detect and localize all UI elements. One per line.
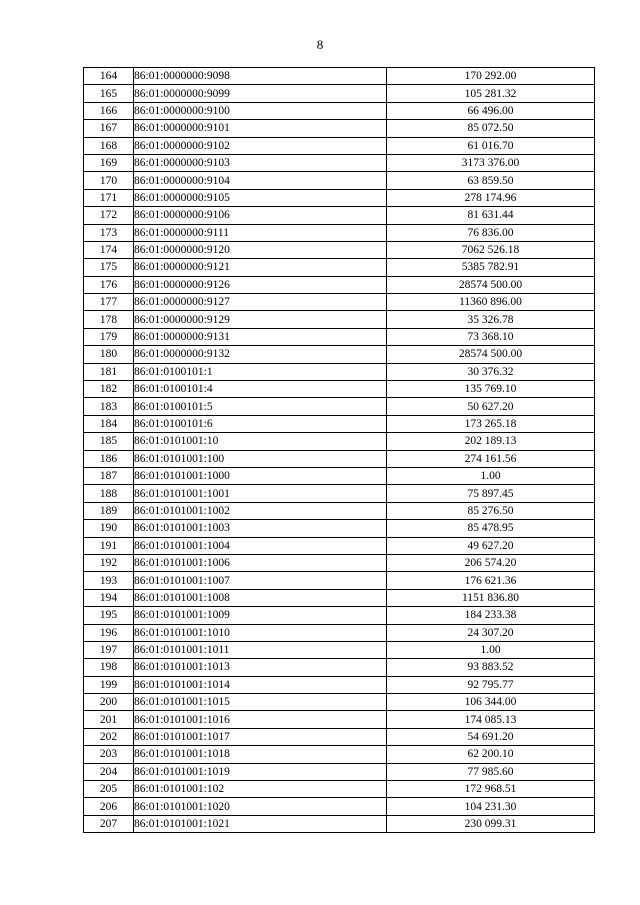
cadastral-value-cell: 81 631.44 — [387, 207, 595, 224]
cadastral-value-cell: 3173 376.00 — [387, 154, 595, 171]
cadastral-number-cell: 86:01:0100101:5 — [134, 398, 387, 415]
table-row — [84, 137, 595, 154]
cadastral-value-cell: 1.00 — [387, 641, 595, 658]
table-row — [84, 433, 595, 450]
cadastral-value-cell: 66 496.00 — [387, 102, 595, 119]
cadastral-value-cell: 1.00 — [387, 467, 595, 484]
page-number: 8 — [316, 37, 324, 52]
table-row — [84, 641, 595, 658]
table-row — [84, 154, 595, 171]
table-row — [84, 172, 595, 189]
cadastral-value-cell: 278 174.96 — [387, 189, 595, 206]
cadastral-number-cell: 86:01:0101001:1003 — [134, 520, 387, 537]
cadastral-number-cell: 86:01:0101001:1006 — [134, 554, 387, 571]
row-number-cell: 188 — [84, 485, 134, 502]
table-row — [84, 554, 595, 571]
cadastral-number-cell: 86:01:0000000:9101 — [134, 120, 387, 137]
cadastral-number-cell: 86:01:0100101:4 — [134, 381, 387, 398]
cadastral-value-cell: 85 276.50 — [387, 502, 595, 519]
cadastral-number-cell: 86:01:0101001:10 — [134, 433, 387, 450]
cadastral-value-cell: 63 859.50 — [387, 172, 595, 189]
cadastral-number-cell: 86:01:0000000:9127 — [134, 294, 387, 311]
table-row — [84, 746, 595, 763]
cadastral-value-cell: 62 200.10 — [387, 746, 595, 763]
row-number-cell: 185 — [84, 433, 134, 450]
row-number-cell: 204 — [84, 763, 134, 780]
row-number-cell: 189 — [84, 502, 134, 519]
table-row — [84, 763, 595, 780]
table-row — [84, 259, 595, 276]
row-number-cell: 191 — [84, 537, 134, 554]
cadastral-value-cell: 230 099.31 — [387, 815, 595, 832]
table-row — [84, 450, 595, 467]
table-row — [84, 102, 595, 119]
row-number-cell: 183 — [84, 398, 134, 415]
cadastral-number-cell: 86:01:0101001:1008 — [134, 589, 387, 606]
cadastral-value-cell: 106 344.00 — [387, 694, 595, 711]
table-row — [84, 711, 595, 728]
cadastral-value-cell: 173 265.18 — [387, 415, 595, 432]
cadastral-number-cell: 86:01:0000000:9098 — [134, 68, 387, 85]
table-row — [84, 589, 595, 606]
table-row — [84, 520, 595, 537]
cadastral-number-cell: 86:01:0000000:9129 — [134, 311, 387, 328]
table-row — [84, 294, 595, 311]
table-row — [84, 781, 595, 798]
cadastral-value-cell: 61 016.70 — [387, 137, 595, 154]
cadastral-number-cell: 86:01:0000000:9103 — [134, 154, 387, 171]
row-number-cell: 202 — [84, 728, 134, 745]
row-number-cell: 200 — [84, 694, 134, 711]
table-row — [84, 381, 595, 398]
row-number-cell: 198 — [84, 659, 134, 676]
row-number-cell: 187 — [84, 467, 134, 484]
cadastral-value-cell: 176 621.36 — [387, 572, 595, 589]
table-row — [84, 502, 595, 519]
cadastral-value-cell: 93 883.52 — [387, 659, 595, 676]
table-row — [84, 346, 595, 363]
row-number-cell: 168 — [84, 137, 134, 154]
cadastral-number-cell: 86:01:0000000:9104 — [134, 172, 387, 189]
cadastral-value-cell: 28574 500.00 — [387, 276, 595, 293]
cadastral-value-cell: 104 231.30 — [387, 798, 595, 815]
cadastral-value-cell: 76 836.00 — [387, 224, 595, 241]
row-number-cell: 165 — [84, 85, 134, 102]
row-number-cell: 182 — [84, 381, 134, 398]
table-row — [84, 120, 595, 137]
table-row — [84, 241, 595, 258]
row-number-cell: 207 — [84, 815, 134, 832]
cadastral-number-cell: 86:01:0101001:1018 — [134, 746, 387, 763]
cadastral-number-cell: 86:01:0101001:1010 — [134, 624, 387, 641]
cadastral-number-cell: 86:01:0101001:1020 — [134, 798, 387, 815]
table-row — [84, 328, 595, 345]
cadastral-value-cell: 92 795.77 — [387, 676, 595, 693]
table-row — [84, 415, 595, 432]
cadastral-value-cell: 11360 896.00 — [387, 294, 595, 311]
row-number-cell: 169 — [84, 154, 134, 171]
cadastral-value-cell: 35 326.78 — [387, 311, 595, 328]
row-number-cell: 170 — [84, 172, 134, 189]
cadastral-value-cell: 135 769.10 — [387, 381, 595, 398]
table-row — [84, 311, 595, 328]
table-row — [84, 572, 595, 589]
row-number-cell: 206 — [84, 798, 134, 815]
table-row — [84, 815, 595, 832]
cadastral-value-cell: 50 627.20 — [387, 398, 595, 415]
cadastral-number-cell: 86:01:0000000:9120 — [134, 241, 387, 258]
cadastral-number-cell: 86:01:0000000:9099 — [134, 85, 387, 102]
cadastral-value-cell: 30 376.32 — [387, 363, 595, 380]
cadastral-value-cell: 206 574.20 — [387, 554, 595, 571]
cadastral-number-cell: 86:01:0101001:100 — [134, 450, 387, 467]
cadastral-value-table — [83, 67, 595, 833]
table-row — [84, 207, 595, 224]
table-row — [84, 537, 595, 554]
cadastral-number-cell: 86:01:0000000:9111 — [134, 224, 387, 241]
cadastral-number-cell: 86:01:0101001:1021 — [134, 815, 387, 832]
table-row — [84, 607, 595, 624]
cadastral-value-cell: 75 897.45 — [387, 485, 595, 502]
table-row — [84, 676, 595, 693]
cadastral-number-cell: 86:01:0101001:1009 — [134, 607, 387, 624]
cadastral-value-cell: 1151 836.80 — [387, 589, 595, 606]
table-row — [84, 276, 595, 293]
cadastral-number-cell: 86:01:0101001:1004 — [134, 537, 387, 554]
cadastral-value-cell: 184 233.38 — [387, 607, 595, 624]
table-row — [84, 85, 595, 102]
row-number-cell: 172 — [84, 207, 134, 224]
row-number-cell: 205 — [84, 781, 134, 798]
row-number-cell: 193 — [84, 572, 134, 589]
cadastral-number-cell: 86:01:0101001:1014 — [134, 676, 387, 693]
cadastral-number-cell: 86:01:0101001:1016 — [134, 711, 387, 728]
cadastral-number-cell: 86:01:0100101:6 — [134, 415, 387, 432]
cadastral-value-cell: 7062 526.18 — [387, 241, 595, 258]
table-row — [84, 694, 595, 711]
row-number-cell: 201 — [84, 711, 134, 728]
table-row — [84, 363, 595, 380]
cadastral-value-cell: 24 307.20 — [387, 624, 595, 641]
row-number-cell: 164 — [84, 68, 134, 85]
row-number-cell: 166 — [84, 102, 134, 119]
table-row — [84, 485, 595, 502]
cadastral-number-cell: 86:01:0000000:9126 — [134, 276, 387, 293]
cadastral-number-cell: 86:01:0101001:1000 — [134, 467, 387, 484]
row-number-cell: 178 — [84, 311, 134, 328]
cadastral-value-cell: 202 189.13 — [387, 433, 595, 450]
cadastral-number-cell: 86:01:0000000:9105 — [134, 189, 387, 206]
cadastral-number-cell: 86:01:0101001:102 — [134, 781, 387, 798]
cadastral-number-cell: 86:01:0101001:1011 — [134, 641, 387, 658]
cadastral-number-cell: 86:01:0000000:9100 — [134, 102, 387, 119]
row-number-cell: 171 — [84, 189, 134, 206]
cadastral-number-cell: 86:01:0000000:9132 — [134, 346, 387, 363]
table-row — [84, 68, 595, 85]
cadastral-value-cell: 174 085.13 — [387, 711, 595, 728]
table-row — [84, 189, 595, 206]
cadastral-value-cell: 172 968.51 — [387, 781, 595, 798]
cadastral-value-cell: 274 161.56 — [387, 450, 595, 467]
row-number-cell: 199 — [84, 676, 134, 693]
cadastral-number-cell: 86:01:0101001:1002 — [134, 502, 387, 519]
cadastral-number-cell: 86:01:0101001:1013 — [134, 659, 387, 676]
cadastral-value-cell: 105 281.32 — [387, 85, 595, 102]
row-number-cell: 192 — [84, 554, 134, 571]
table-row — [84, 398, 595, 415]
cadastral-number-cell: 86:01:0101001:1007 — [134, 572, 387, 589]
row-number-cell: 197 — [84, 641, 134, 658]
row-number-cell: 173 — [84, 224, 134, 241]
row-number-cell: 194 — [84, 589, 134, 606]
row-number-cell: 174 — [84, 241, 134, 258]
table-row — [84, 224, 595, 241]
cadastral-number-cell: 86:01:0000000:9121 — [134, 259, 387, 276]
cadastral-value-cell: 85 478.95 — [387, 520, 595, 537]
cadastral-value-cell: 28574 500.00 — [387, 346, 595, 363]
row-number-cell: 203 — [84, 746, 134, 763]
row-number-cell: 184 — [84, 415, 134, 432]
row-number-cell: 180 — [84, 346, 134, 363]
table-row — [84, 659, 595, 676]
row-number-cell: 186 — [84, 450, 134, 467]
cadastral-value-cell: 54 691.20 — [387, 728, 595, 745]
table-row — [84, 467, 595, 484]
table-row — [84, 798, 595, 815]
cadastral-number-cell: 86:01:0100101:1 — [134, 363, 387, 380]
row-number-cell: 177 — [84, 294, 134, 311]
row-number-cell: 196 — [84, 624, 134, 641]
row-number-cell: 176 — [84, 276, 134, 293]
table-row — [84, 728, 595, 745]
row-number-cell: 167 — [84, 120, 134, 137]
cadastral-number-cell: 86:01:0101001:1017 — [134, 728, 387, 745]
cadastral-value-cell: 85 072.50 — [387, 120, 595, 137]
row-number-cell: 181 — [84, 363, 134, 380]
row-number-cell: 195 — [84, 607, 134, 624]
cadastral-number-cell: 86:01:0101001:1019 — [134, 763, 387, 780]
table-body — [84, 68, 595, 833]
cadastral-value-cell: 73 368.10 — [387, 328, 595, 345]
cadastral-number-cell: 86:01:0000000:9131 — [134, 328, 387, 345]
cadastral-number-cell: 86:01:0000000:9106 — [134, 207, 387, 224]
cadastral-value-cell: 170 292.00 — [387, 68, 595, 85]
cadastral-number-cell: 86:01:0101001:1001 — [134, 485, 387, 502]
cadastral-value-cell: 77 985.60 — [387, 763, 595, 780]
row-number-cell: 190 — [84, 520, 134, 537]
table-row — [84, 624, 595, 641]
row-number-cell: 179 — [84, 328, 134, 345]
cadastral-value-cell: 5385 782.91 — [387, 259, 595, 276]
cadastral-number-cell: 86:01:0000000:9102 — [134, 137, 387, 154]
row-number-cell: 175 — [84, 259, 134, 276]
cadastral-number-cell: 86:01:0101001:1015 — [134, 694, 387, 711]
cadastral-value-cell: 49 627.20 — [387, 537, 595, 554]
